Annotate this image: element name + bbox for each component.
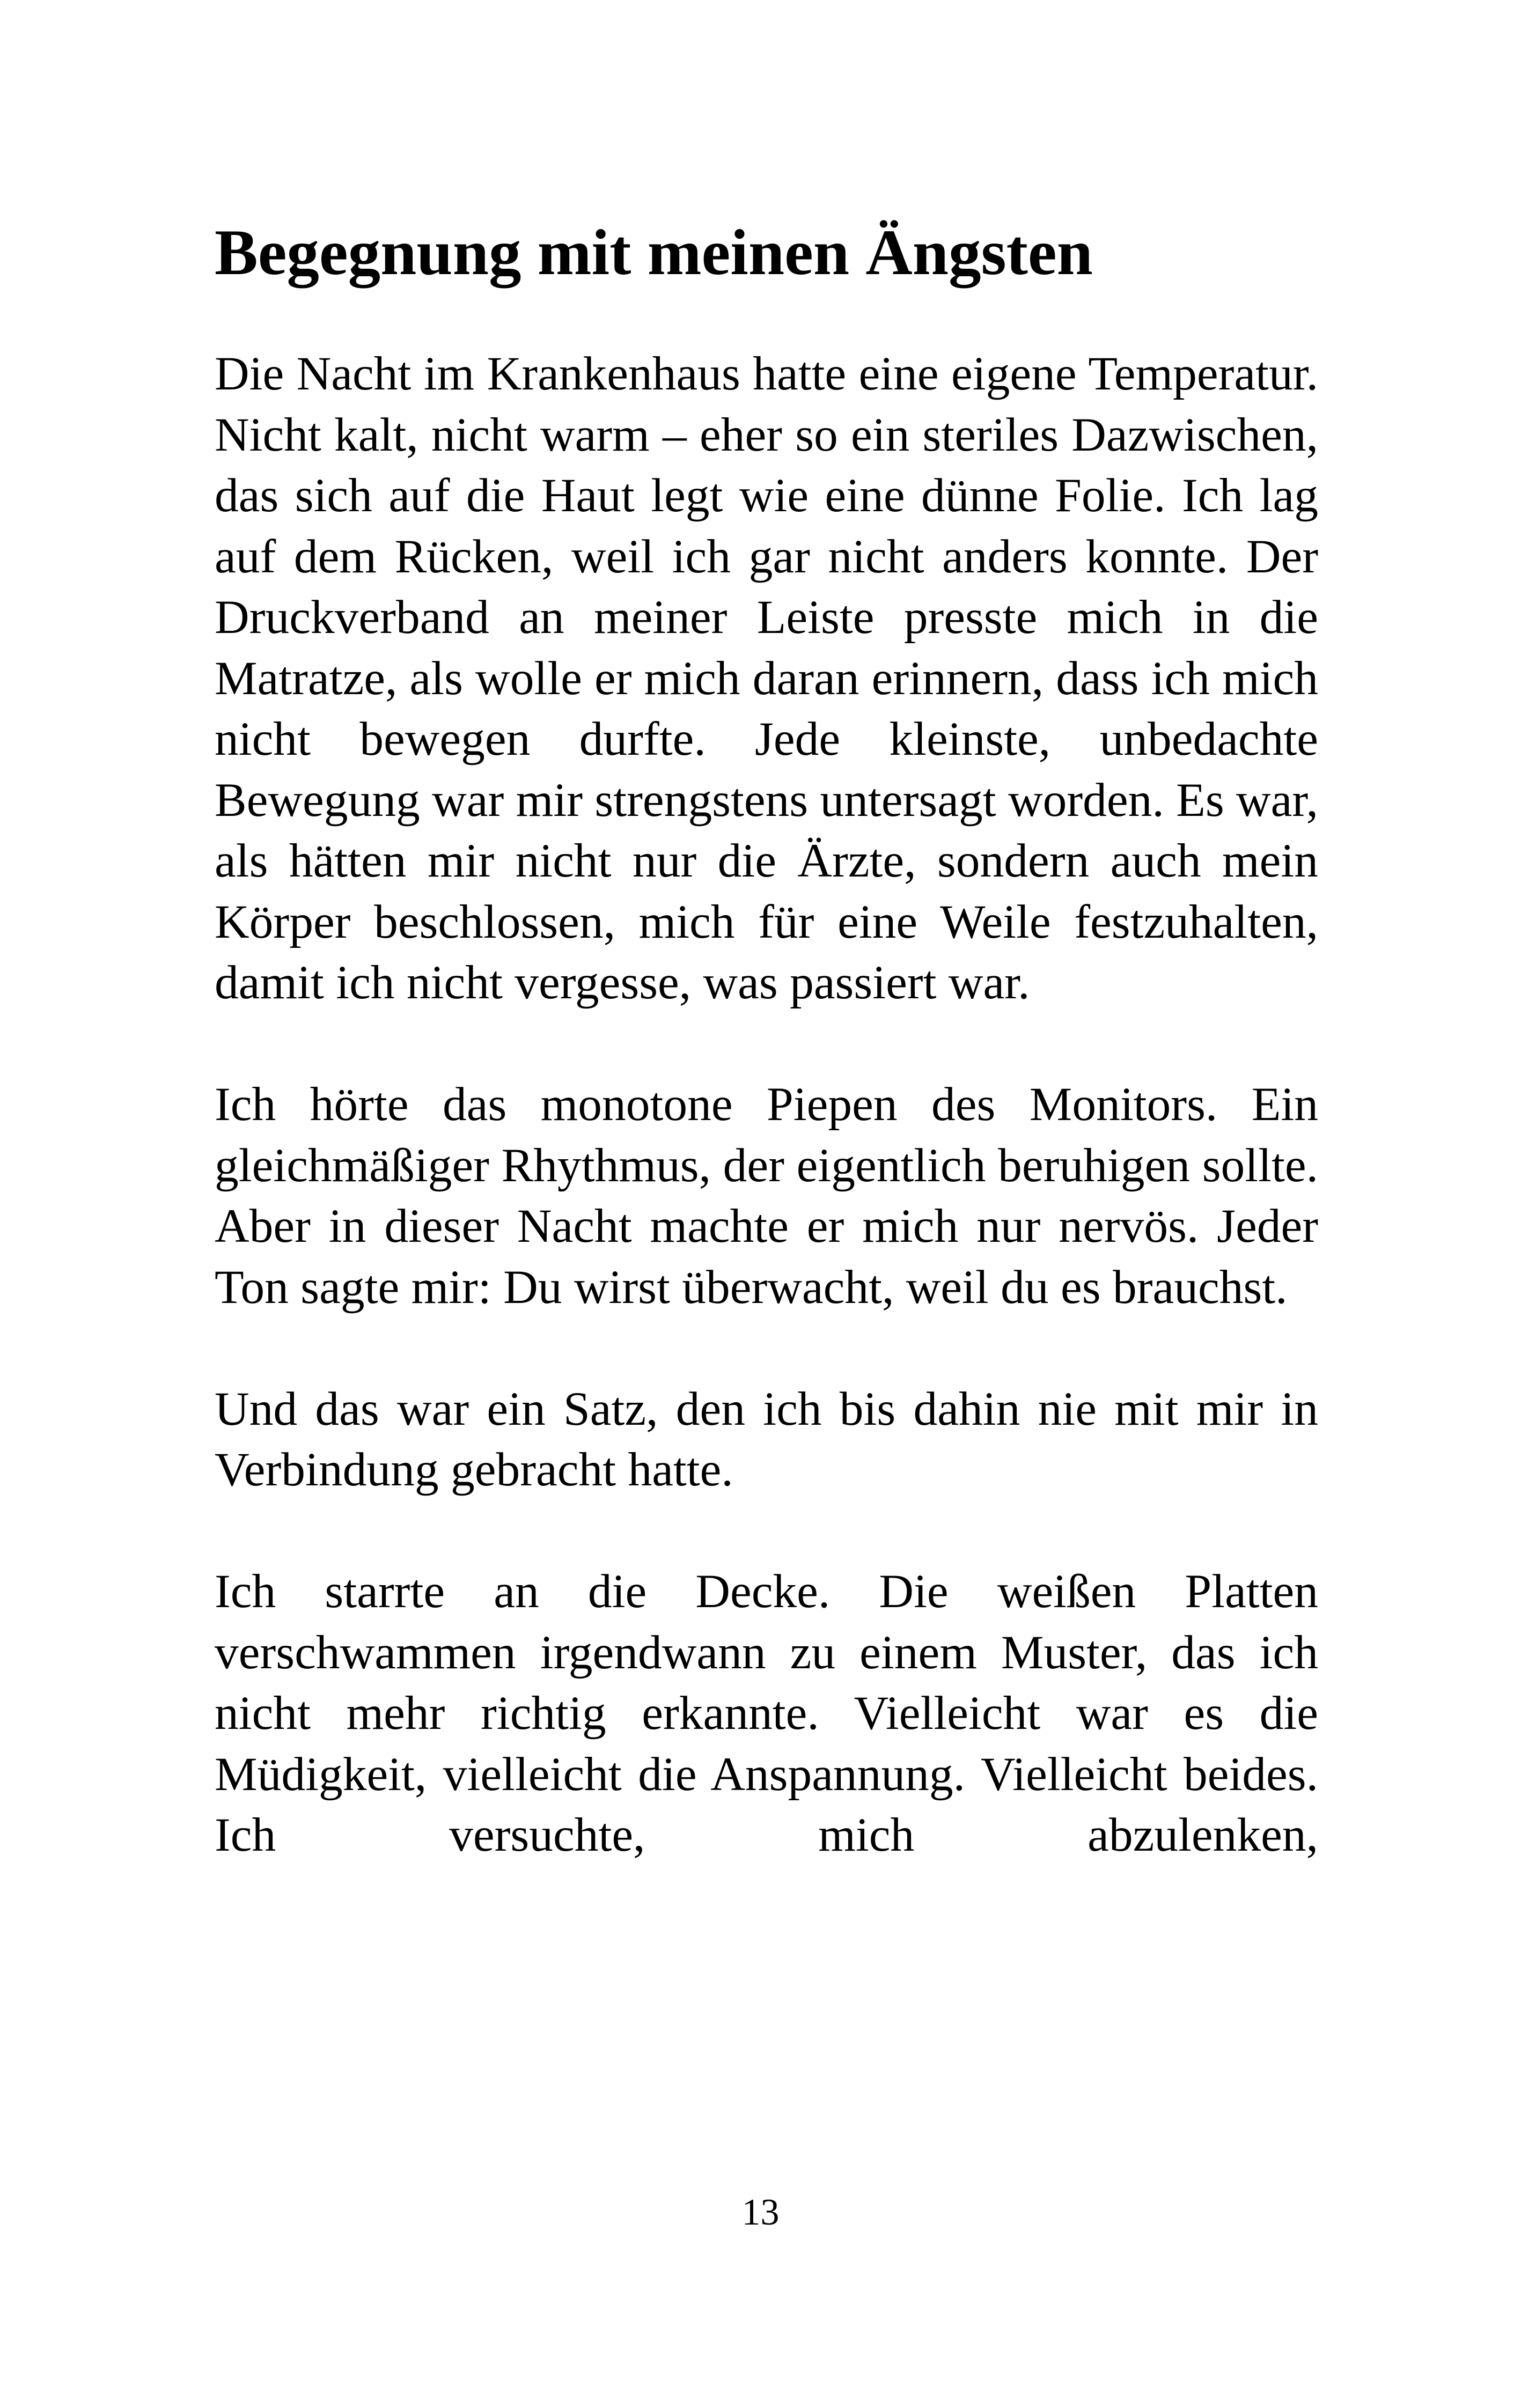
paragraph-1: Die Nacht im Krankenhaus hatte eine eigene Temperatur. Nicht kalt, nicht warm – eher so ein steriles Dazwischen, das sich auf die Haut legt wie eine dünne Folie. Ich lag auf dem Rücken, weil ich gar nicht anders konnte. Der Druckverband an meiner Leiste presste mich in die Matratze, als wolle er mich daran erinnern, dass ich mich nicht bewegen durfte. Jede kleinste, unbedachte Bewegung war mir strengstens untersagt worden. Es war, als hätten mir nicht nur die Ärzte, sondern auch mein Körper beschlossen, mich für eine Weile festzuhalten, damit ich nicht vergesse, was passiert war.: [215, 347, 1318, 1009]
paragraph-4: Ich starrte an die Decke. Die weißen Platten verschwammen irgendwann zu einem Muster, das ich nicht mehr richtig erkannte. Vielleicht war es die Müdigkeit, vielleicht die Anspannung. Vielleicht beides. Ich versuchte, mich abzulenken,: [215, 1565, 1318, 1861]
paragraph-3: Und das war ein Satz, den ich bis dahin nie mit mir in Verbindung gebracht hatte.: [215, 1382, 1318, 1496]
chapter-title: Begegnung mit meinen Ängsten: [215, 217, 1093, 289]
paragraph-2: Ich hörte das monotone Piepen des Monitors. Ein gleichmäßiger Rhythmus, der eigentlich beruhigen sollte. Aber in dieser Nacht machte er mich nur nervös. Jeder Ton sagte mir: Du wirst überwacht, weil du es brauchst.: [215, 1078, 1318, 1314]
page-number: 13: [741, 2192, 780, 2233]
body-text: [215, 343, 1318, 1866]
